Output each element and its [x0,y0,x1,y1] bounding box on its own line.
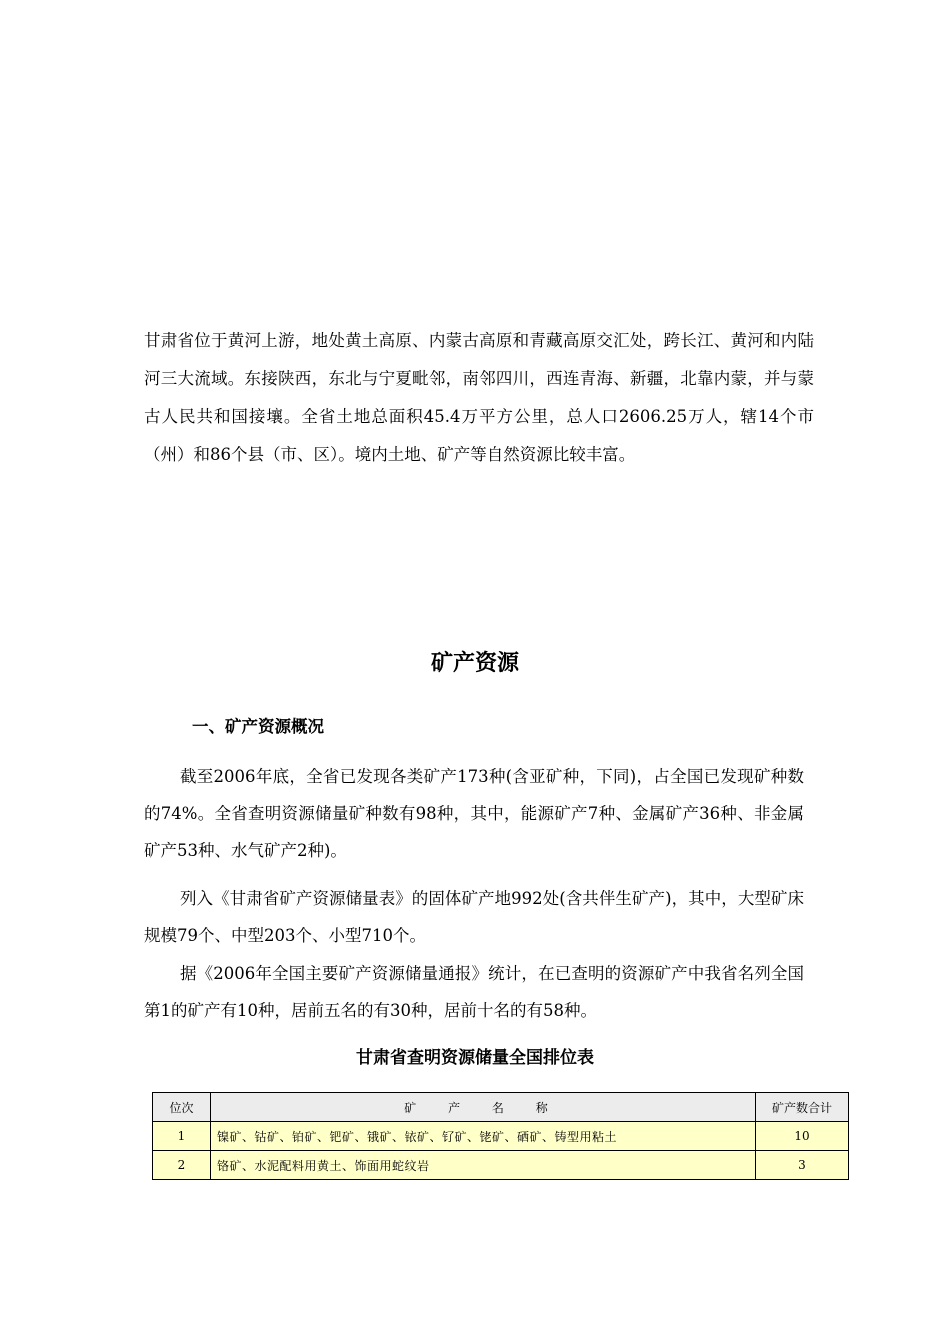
table-title: 甘肃省查明资源储量全国排位表 [356,1048,594,1068]
header-mineral-count: 矿产数合计 [756,1093,849,1122]
intro-paragraph: 甘肃省位于黄河上游，地处黄土高原、内蒙古高原和青藏高原交汇处，跨长江、黄河和内陆河三大流域。东接陕西，东北与宁夏毗邻，南邻四川，西连青海、新疆，北靠内蒙，并与蒙古人民共和国接壤。全省土地总面积45.4万平方公里，总人口2606.25万人，辖14个市（州）和86个县（市、区）。境内土地、矿产等自然资源比较丰富。 [144,331,814,464]
cell-mineral-count: 3 [756,1151,849,1180]
cell-mineral-count: 10 [756,1122,849,1151]
cell-mineral-name: 铬矿、水泥配料用黄土、饰面用蛇纹岩 [211,1151,756,1180]
table-row [153,1151,849,1180]
paragraph-overview: 截至2006年底，全省已发现各类矿产173种(含亚矿种，下同)，占全国已发现矿种数的74%。全省查明资源储量矿种数有98种，其中，能源矿产7种、金属矿产36种、非金属矿产53种、水气矿产2种)。 [144,767,804,860]
cell-mineral-name: 镍矿、钴矿、铂矿、钯矿、锇矿、铱矿、钌矿、铑矿、硒矿、铸型用粘土 [211,1122,756,1151]
paragraph-deposits: 列入《甘肃省矿产资源储量表》的固体矿产地992处(含共伴生矿产)，其中，大型矿床规模79个、中型203个、小型710个。 [144,889,804,945]
table-row [153,1122,849,1151]
ranking-table [152,1092,849,1180]
table-header-row [153,1093,849,1122]
section-title: 矿产资源 [430,651,519,676]
cell-rank: 2 [153,1151,211,1180]
paragraph-ranking: 据《2006年全国主要矿产资源储量通报》统计，在已查明的资源矿产中我省名列全国第1的矿产有10种，居前五名的有30种，居前十名的有58种。 [144,964,804,1020]
subheading: 一、矿产资源概况 [192,717,324,736]
header-mineral-name: 矿 产 名 称 [211,1093,756,1122]
header-rank: 位次 [153,1093,211,1122]
cell-rank: 1 [153,1122,211,1151]
